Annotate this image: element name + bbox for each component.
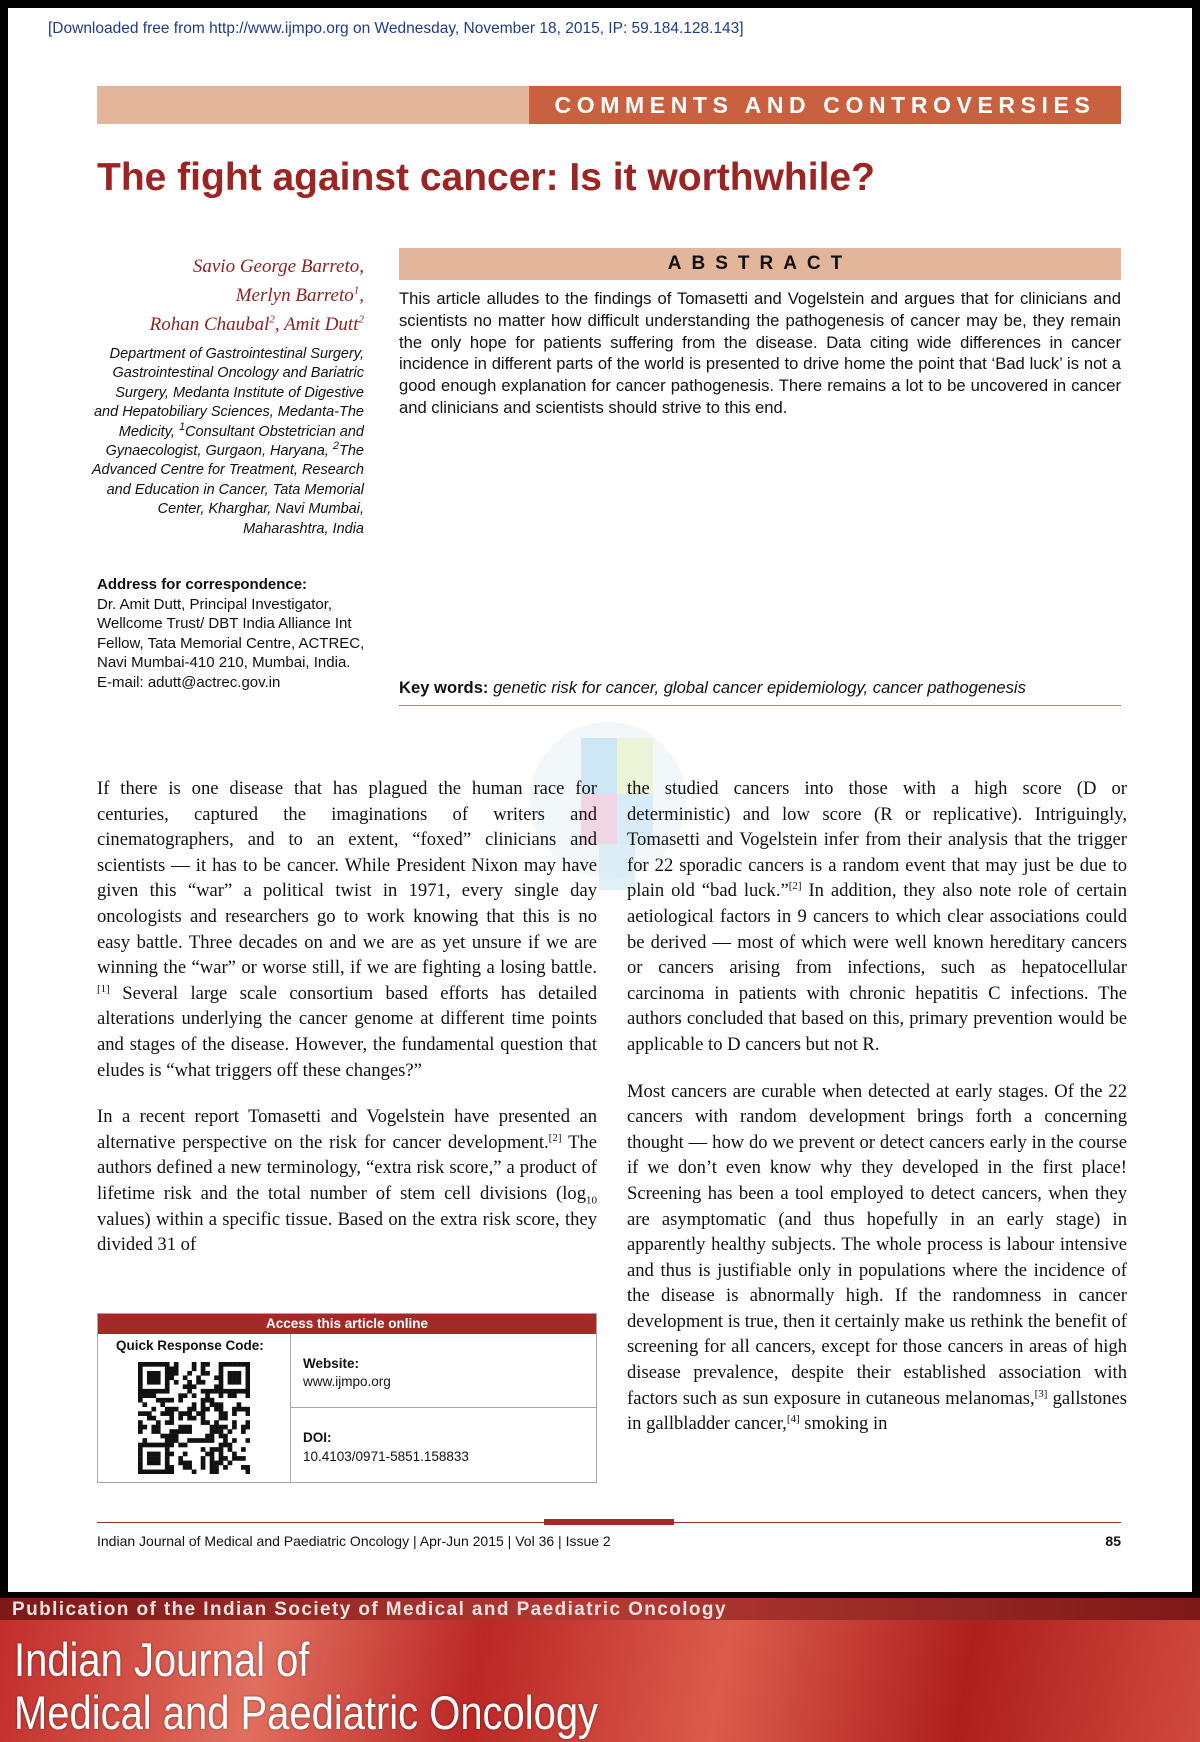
keywords: [399, 678, 1121, 698]
citation-ref[interactable]: [3]: [1034, 1387, 1048, 1400]
author-sup: 2: [269, 313, 275, 326]
affiliation-sup-1: 1: [178, 420, 186, 433]
body-text: gallstones in gallbladder cancer,: [627, 1387, 1127, 1435]
citation-ref[interactable]: [2]: [548, 1131, 562, 1144]
body-text: Several large scale consortium based efforts has detailed alterations underlying the cancer genome at different time points and stages of the disease. However, the fundamental question that eludes is “what triggers off these changes?”: [97, 982, 597, 1081]
keywords-label: Key words:: [399, 678, 489, 697]
author-amit: , Amit Dutt: [274, 314, 359, 335]
footer-issue: Issue 2: [565, 1533, 611, 1549]
article-title: The fight against cancer: Is it worthwhile?: [97, 156, 875, 199]
qr-label: Quick Response Code:: [116, 1338, 264, 1353]
author-merlyn: Merlyn Barreto: [235, 285, 354, 306]
correspondence-heading: Address for correspondence:: [97, 576, 308, 593]
body-text: the studied cancers into those with a high score (D or deterministic) and low score (R or replicative). Intriguingly, Tomasetti and Vogelstein infer from their analysis that the trigger for 22 sporadic cancers is a random event that may just be due to plain old “bad luck.”: [627, 778, 1127, 902]
body-text: In a recent report Tomasetti and Vogelstein have presented an alternative perspective on the risk for cancer development.: [97, 1106, 597, 1153]
footer-volume: Vol 36: [515, 1533, 555, 1549]
footer-accent-bar: [544, 1519, 674, 1525]
banner-title-line-2: Medical and Paediatric Oncology: [14, 1686, 599, 1739]
body-paragraph: [97, 1104, 597, 1258]
journal-banner: [0, 1598, 1200, 1742]
keywords-value: genetic risk for cancer, global cancer epidemiology, cancer pathogenesis: [493, 678, 1026, 697]
author-rohan: Rohan Chaubal: [149, 314, 270, 335]
author-sup: 2: [358, 313, 364, 326]
affiliation-sup-2: 2: [332, 440, 339, 453]
keywords-divider: [399, 705, 1121, 706]
author-sup: 1: [353, 284, 360, 297]
access-box-heading: Access this article online: [98, 1314, 596, 1334]
page-number: 85: [1105, 1533, 1121, 1549]
article-page: [8, 8, 1192, 1592]
body-paragraph: [97, 776, 597, 1083]
footer-journal-name: Indian Journal of Medical and Paediatric Oncology: [97, 1533, 410, 1549]
abstract-text: This article alludes to the findings of Tomasetti and Vogelstein and argues that for clinicians and scientists no matter how difficult understanding the pathogenesis of cancer may be, they remain the only hope for patients suffering from the disease. Data citing wide differences in cancer incidence in different parts of the world is presented to drive home the point that ‘Bad luck’ is not a good enough explanation for cancer pathogenesis. There remains a lot to be uncovered in cancer and clinicians and scientists should strive to this end.: [399, 289, 1121, 417]
body-right-column: [627, 776, 1127, 1458]
citation-ref[interactable]: [4]: [786, 1413, 800, 1426]
access-article-box: [97, 1313, 597, 1483]
affiliation: [88, 345, 364, 539]
doi-cell: [291, 1408, 596, 1482]
website-label: Website:: [303, 1356, 360, 1371]
banner-title-line-1: Indian Journal of: [14, 1633, 310, 1686]
body-text: smoking in: [799, 1413, 888, 1435]
affiliation-part-1: Department of Gastrointestinal Surgery, Gastrointestinal Oncology and Bariatric Surgery, Medanta Institute of Digestive and Hepatobiliary Sciences, Medanta-The Medicity,: [93, 346, 364, 440]
doi-link[interactable]: 10.4103/0971-5851.158833: [303, 1449, 469, 1464]
correspondence-body: Dr. Amit Dutt, Principal Investigator, Wellcome Trust/ DBT India Alliance Int Fellow, Tata Memorial Centre, ACTREC, Navi Mumbai-410 210, Mumbai, India.: [97, 595, 365, 672]
body-text: Most cancers are curable when detected at early stages. Of the 22 cancers with random development brings forth a concerning thought — how do we prevent or detect cancers early in the course if we don’t even know why they developed in the first place! Screening has been a tool employed to detect cancers, when they are asymptomatic (and thus hopefully in an early stage) in apparently healthy subjects. The whole process is labour intensive and thus is justifiable only in populations where the incidence of the disease is abnormally high. If the randomness in cancer development is true, then it certainly make us rethink the benefit of screening for all cancers, except for those cancers in areas of high disease prevalence, despite their established association with factors such as sun exposure in cutaneous melanomas,: [627, 1080, 1127, 1409]
footer-journal-info: Indian Journal of Medical and Paediatric Oncology | Apr-Jun 2015 | Vol 36 | Issue 2: [97, 1533, 611, 1549]
body-left-column: [97, 776, 597, 1279]
log-subscript: 10: [586, 1194, 597, 1207]
download-note: [Downloaded free from http://www.ijmpo.org on Wednesday, November 18, 2015, IP: 59.184.128.143]: [48, 20, 744, 37]
author-line-1: Savio George Barreto,: [192, 256, 364, 277]
author-line-2: [88, 281, 364, 310]
qr-code-icon[interactable]: [138, 1362, 250, 1474]
body-paragraph: [627, 1079, 1127, 1437]
section-header-band: [97, 86, 1121, 124]
citation-ref[interactable]: [2]: [788, 880, 802, 893]
website-cell: [291, 1334, 596, 1408]
correspondence-address: [97, 575, 397, 693]
affiliation-part-3: The Advanced Centre for Treatment, Research and Education in Cancer, Tata Memorial Center, Kharghar, Navi Mumbai, Maharashtra, India: [91, 443, 364, 537]
banner-strip: [0, 1598, 1200, 1620]
footer-issue-date: Apr-Jun 2015: [419, 1533, 504, 1549]
author-list: [88, 252, 364, 339]
citation-ref[interactable]: [1]: [97, 982, 110, 995]
body-text: The authors defined a new terminology, “extra risk score,” a product of lifetime risk and the total number of stem cell divisions (log: [97, 1131, 597, 1204]
banner-society-text: Publication of the Indian Society of Medical and Paediatric Oncology: [12, 1599, 727, 1620]
website-link[interactable]: www.ijmpo.org: [303, 1374, 391, 1389]
doi-label: DOI:: [303, 1430, 332, 1445]
body-text: values) within a specific tissue. Based on the extra risk score, they divided 31 of: [97, 1208, 597, 1256]
body-paragraph: [627, 776, 1127, 1058]
correspondence-email[interactable]: E-mail: adutt@actrec.gov.in: [97, 673, 281, 691]
author-separator: ,: [359, 285, 364, 306]
qr-cell: [98, 1334, 291, 1482]
body-text: If there is one disease that has plagued the human race for centuries, captured the imaginations of writers and cinematographers, and to an extent, “foxed” clinicians and scientists — it has to be cancer. While President Nixon may have given this “war” a political twist in 1971, every single day oncologists and researchers go to work knowing that this is no easy battle. Three decades on and we are as yet unsure if we are winning the “war” or worse still, if we are fighting a losing battle.: [97, 778, 597, 979]
author-line-3: [88, 310, 364, 339]
abstract-heading: ABSTRACT: [399, 248, 1121, 280]
affiliation-part-2: Consultant Obstetrician and Gynaecologist, Gurgaon, Haryana,: [105, 423, 364, 460]
body-text: In addition, they also note role of certain aetiological factors in 9 cancers to which clear associations could be derived — most of which were well known hereditary cancers or cancers arising from infections, such as hepatocellular carcinoma in patients with chronic hepatitis C infections. The authors concluded that based on this, primary prevention would be applicable to D cancers but not R.: [627, 880, 1127, 1055]
section-label: COMMENTS AND CONTROVERSIES: [529, 86, 1121, 124]
